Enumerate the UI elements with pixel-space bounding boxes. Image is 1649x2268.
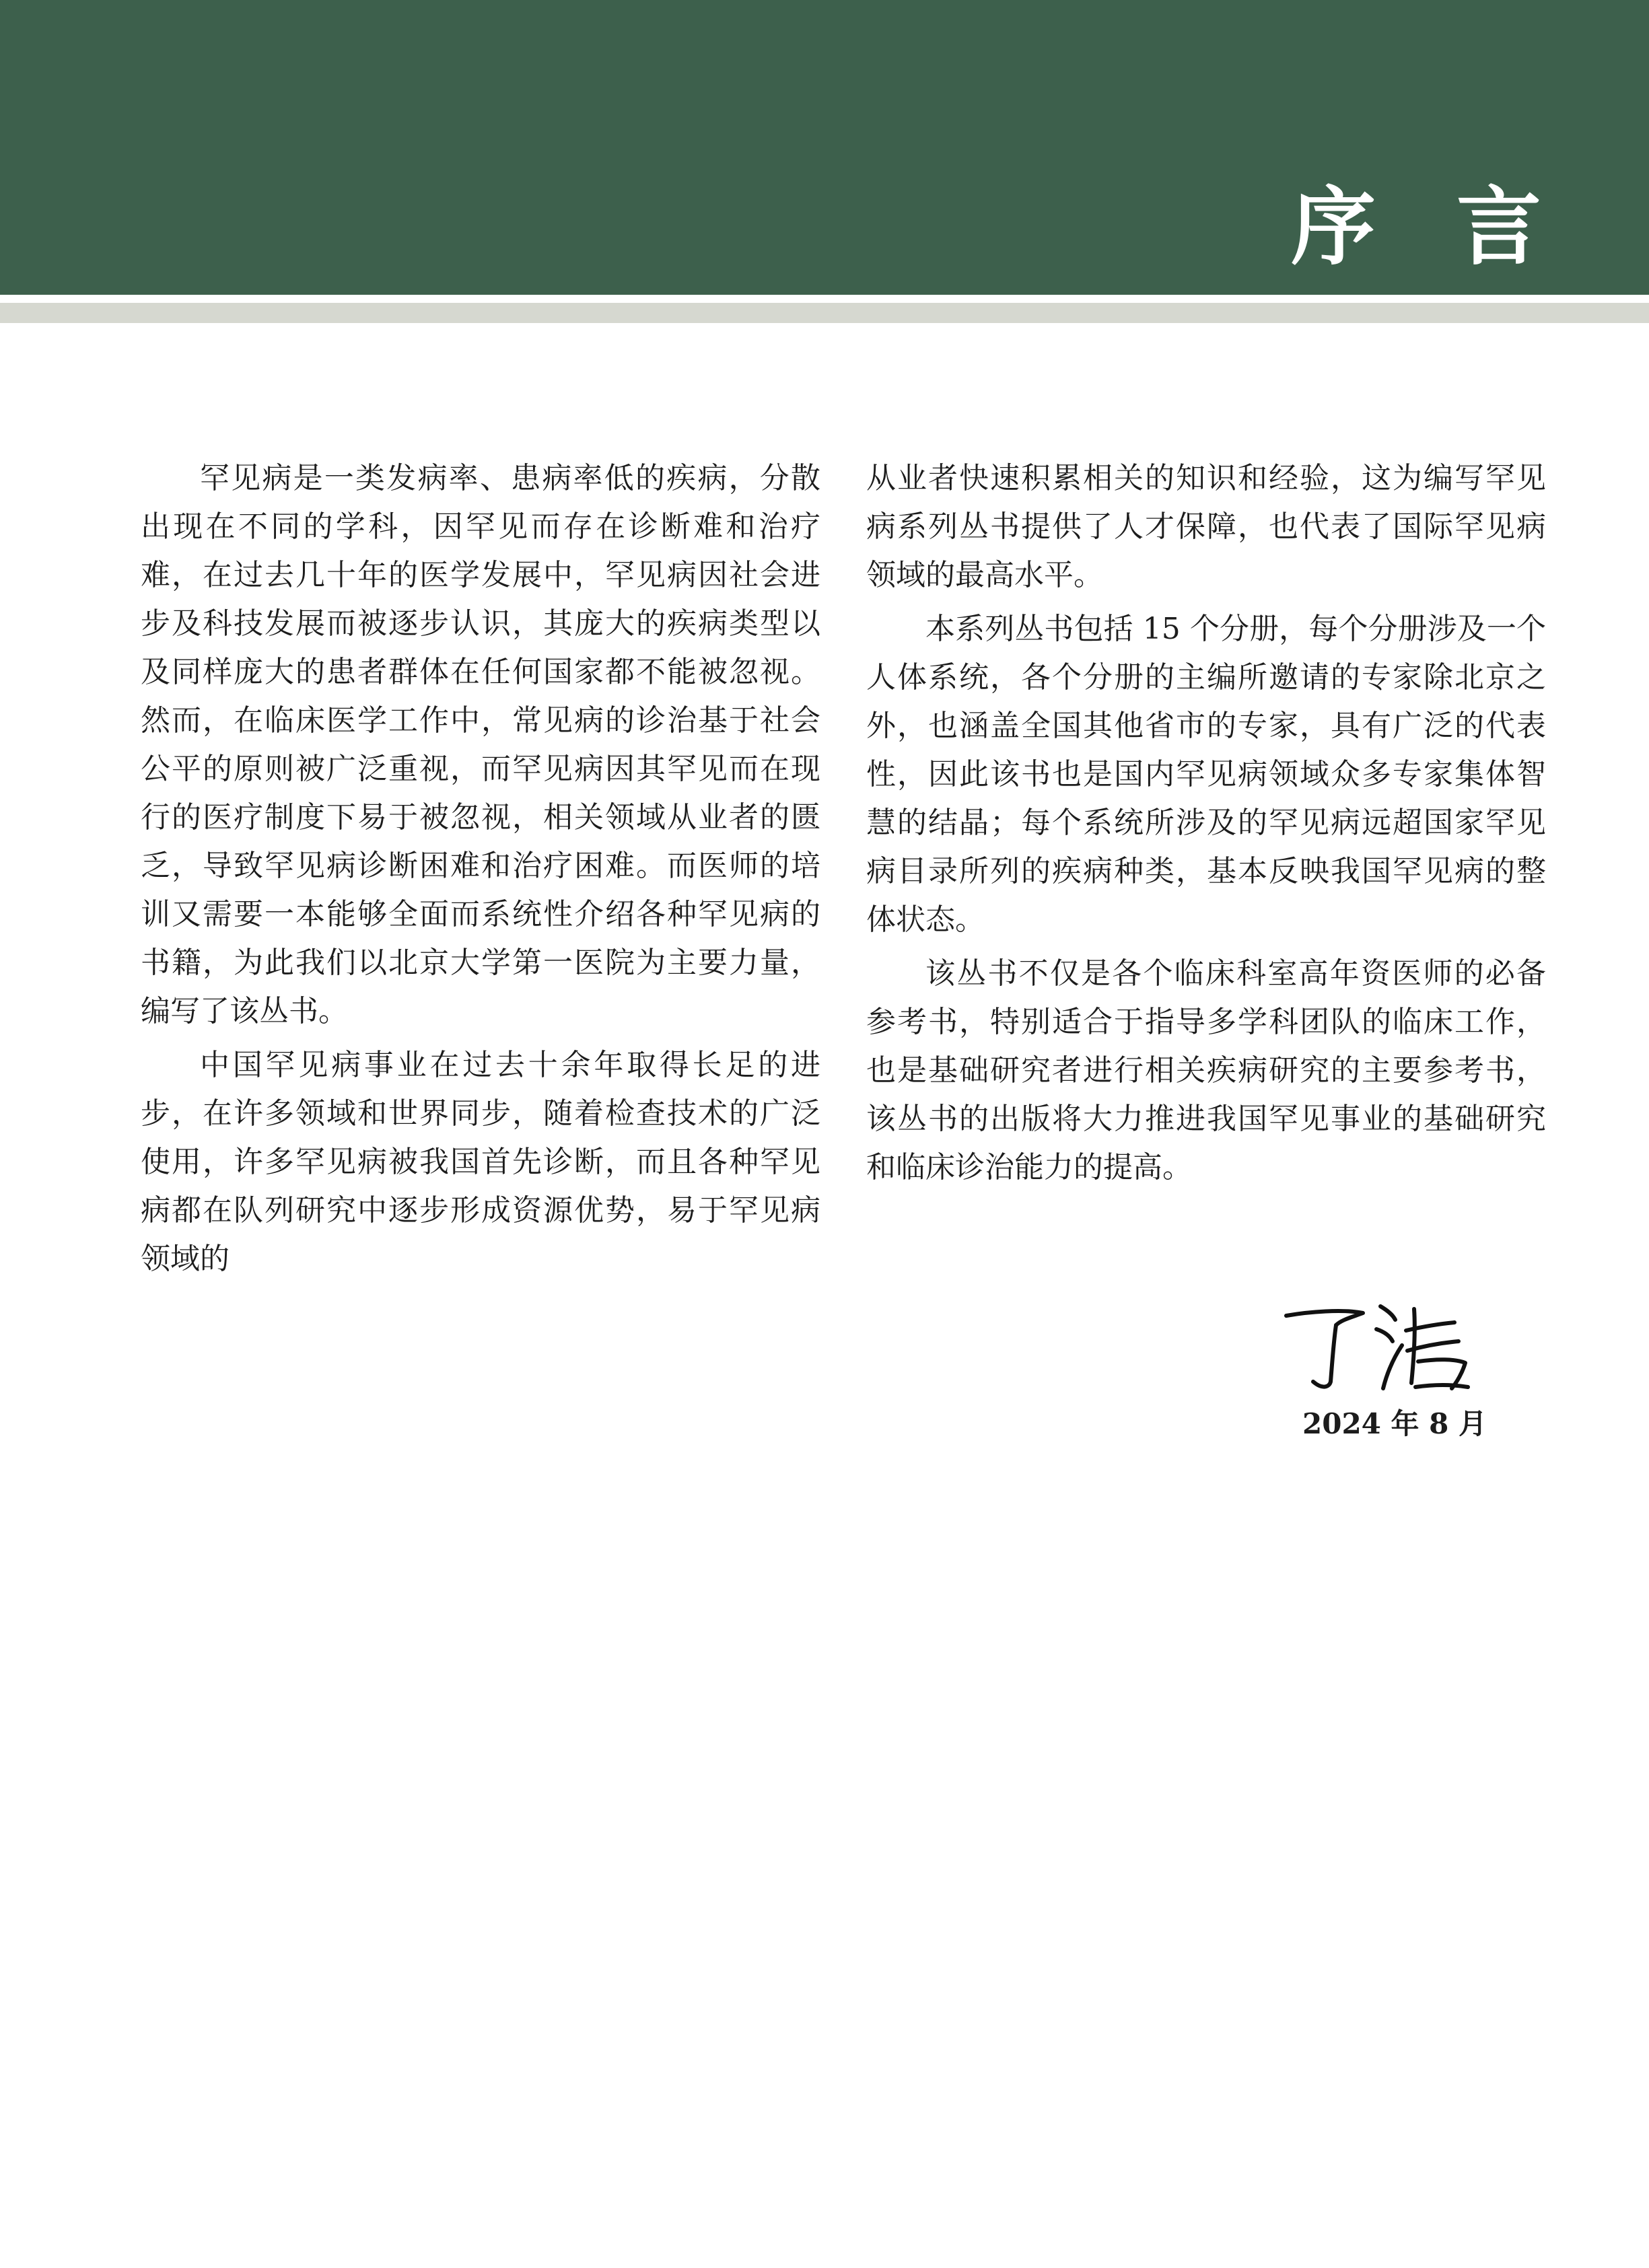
header-divider-gap <box>0 295 1649 303</box>
header-divider-rule <box>0 303 1649 323</box>
paragraph-2: 中国罕见病事业在过去十余年取得长足的进步，在许多领域和世界同步，随着检查技术的广泛使用，许多罕见病被我国首先诊断，而且各种罕见病都在队列研究中逐步形成资源优势，易于罕见病领域的 <box>141 1048 820 1276</box>
text-column-right <box>866 454 1546 1197</box>
header-band <box>0 0 1649 295</box>
date: 2024 年 8 月 <box>1302 1407 1487 1440</box>
paragraph-1: 罕见病是一类发病率、患病率低的疾病，分散出现在不同的学科，因罕见而存在诊断难和治疗难，在过去几十年的医学发展中，罕见病因社会进步及科技发展而被逐步认识，其庞大的疾病类型以及同样庞大的患者群体在任何国家都不能被忽视。然而，在临床医学工作中，常见病的诊治基于社会公平的原则被广泛重视，而罕见病因其罕见而在现行的医疗制度下易于被忽视，相关领域从业者的匮乏，导致罕见病诊断困难和治疗困难。而医师的培训又需要一本能够全面而系统性介绍各种罕见病的书籍，为此我们以北京大学第一医院为主要力量，编写了该丛书。 <box>141 461 820 1028</box>
page-title: 序言 <box>1291 177 1622 277</box>
text-column-left <box>141 454 820 1289</box>
handwritten-signature <box>1282 1302 1484 1396</box>
paragraph-2-continued: 从业者快速积累相关的知识和经验，这为编写罕见病系列丛书提供了人才保障，也代表了国际罕见病领域的最高水平。 <box>866 461 1546 592</box>
paragraph-3: 本系列丛书包括 15 个分册，每个分册涉及一个人体系统，各个分册的主编所邀请的专家除北京之外，也涵盖全国其他省市的专家，具有广泛的代表性，因此该书也是国内罕见病领域众多专家集体智慧的结晶；每个系统所涉及的罕见病远超国家罕见病目录所列的疾病种类，基本反映我国罕见病的整体状态。 <box>866 612 1546 937</box>
paragraph-4: 该丛书不仅是各个临床科室高年资医师的必备参考书，特别适合于指导多学科团队的临床工作，也是基础研究者进行相关疾病研究的主要参考书，该丛书的出版将大力推进我国罕见事业的基础研究和临床诊治能力的提高。 <box>866 956 1546 1184</box>
